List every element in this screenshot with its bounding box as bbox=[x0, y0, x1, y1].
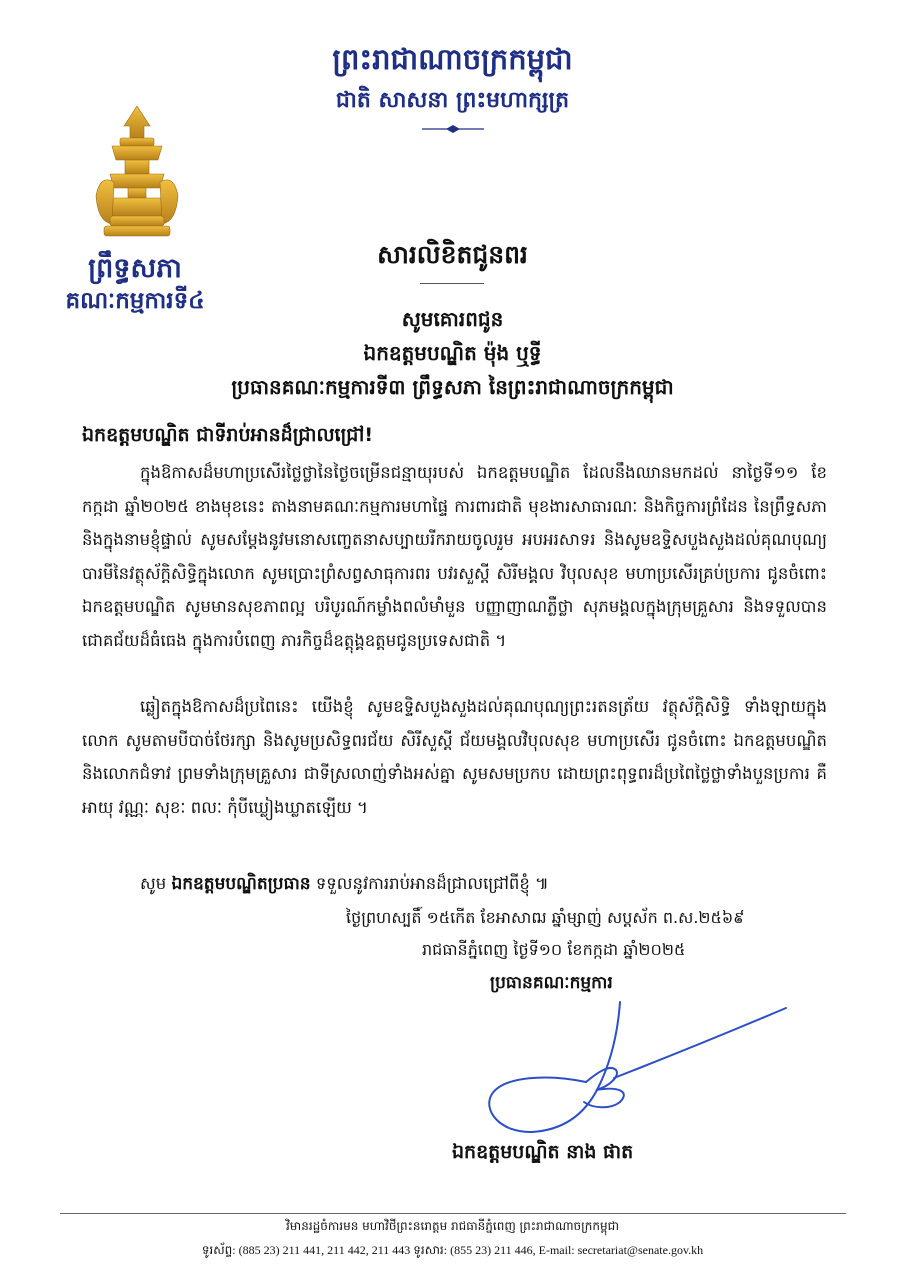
closing-addressee: ឯកឧត្តមបណ្ឌិតប្រធាន bbox=[171, 874, 311, 894]
date-civil: រាជធានីភ្នំពេញ ថ្ងៃទី១០ ខែកក្កដា ឆ្នាំ២០២៥ bbox=[422, 940, 686, 959]
footer-address: វិមានរដ្ឋចំការមន មហាវិថីព្រះនរោត្តម រាជធានីភ្នំពេញ ព្រះរាជាណាចក្រកម្ពុជា bbox=[285, 1219, 619, 1233]
signer-title: ប្រធានគណៈកម្មការ bbox=[490, 973, 613, 993]
institution-name: ព្រឹទ្ធសភា bbox=[88, 253, 182, 284]
body-paragraph-1: ក្នុងឱកាសដ៏មហាប្រសើរថ្លៃថ្លានៃថ្ងៃចម្រើនជន្មាយុរបស់ ឯកឧត្តមបណ្ឌិត ដែលនឹងឈានមកដល់ នាថ្ងៃទី១១ ខែកក្កដា ឆ្នាំ២០២៥ ខាងមុខនេះ តាងនាមគណៈកម្មការមហាផ្ទៃ ការពារជាតិ មុខងារសាធារណៈ និងកិច្ចការព្រំដែន នៃព្រឹទ្ធសភា និងក្នុងនាមខ្ញុំផ្ទាល់ សូមសម្តែងនូវមនោសញ្ចេតនាសប្បាយរីករាយចូលរួម អបអរសាទរ និងសូមឧទ្ទិសបួងសួងដល់គុណបុណ្យបារមីនៃវត្ថុស័ក្តិសិទ្ធិក្នុងលោក សូមប្រោះព្រំសព្វសាធុការពរ បវរសួស្តី សិរីមង្គល វិបុលសុខ មហាប្រសើរគ្រប់ប្រការ ជូនចំពោះ ឯកឧត្តមបណ្ឌិត សូមមានសុខភាពល្អ បរិបូរណ៍កម្លាំងពលំមាំមួន បញ្ញាញាណភ្លឺថ្លា សុភមង្គលក្នុងក្រុមគ្រួសារ និងទទួលបានជោគជ័យដ៏ធំធេង ក្នុងការបំពេញ ភារកិច្ចដ៏ឧត្តុង្គឧត្តមជូនប្រទេសជាតិ ។ bbox=[82, 463, 827, 650]
national-motto: ជាតិ សាសនា ព្រះមហាក្សត្រ bbox=[335, 88, 570, 113]
date-lunar: ថ្ងៃព្រហស្បតិ៍ ១៥កើត ខែអាសាឍ ឆ្នាំម្សាញ់ សប្តស័ក ព.ស.២៥៦៩ bbox=[346, 908, 745, 927]
salutation: ឯកឧត្តមបណ្ឌិត ជាទីរាប់អានដ៏ជ្រាលជ្រៅ! bbox=[82, 424, 374, 446]
signer-name: ឯកឧត្តមបណ្ឌិត នាង ផាត bbox=[452, 1141, 634, 1163]
closing-line bbox=[140, 873, 549, 898]
commission-name: គណៈកម្មការទី៤ bbox=[65, 288, 205, 314]
senate-emblem-icon bbox=[92, 104, 182, 239]
footer-contact: ទូរស័ព្ទ: (885 23) 211 441, 211 442, 211 443 ទូរសារ: (855 23) 211 446, E-mail: secretariat@senate.gov.kh bbox=[201, 1243, 704, 1257]
title-divider bbox=[420, 283, 484, 284]
recipient-intro: សូមគោរពជូន bbox=[401, 307, 504, 331]
closing-prefix: សូម bbox=[140, 874, 167, 893]
footer-divider bbox=[60, 1213, 846, 1214]
closing-suffix: ទទួលនូវការរាប់អានដ៏ជ្រាលជ្រៅពីខ្ញុំ ៕ bbox=[315, 874, 549, 893]
ornament-divider-icon bbox=[422, 124, 484, 134]
recipient-role: ប្រធានគណៈកម្មការទី៣ ព្រឹទ្ធសភា នៃព្រះរាជាណាចក្រកម្ពុជា bbox=[231, 375, 674, 399]
handwritten-signature bbox=[470, 990, 790, 1140]
body-paragraph-2: ឆ្លៀតក្នុងឱកាសដ៏ប្រពៃនេះ យើងខ្ញុំ សូមឧទ្ទិសបួងសួងដល់គុណបុណ្យព្រះរតនត្រ័យ វត្ថុស័ក្តិសិទ្ធិ ទាំងឡាយក្នុងលោក សូមតាមបីបាច់ថែរក្សា និងសូមប្រសិទ្ធពរជ័យ សិរីសួស្តី ជ័យមង្គលវិបុលសុខ មហាប្រសើរ ជូនចំពោះ ឯកឧត្តមបណ្ឌិត និងលោកជំទាវ ព្រមទាំងក្រុមគ្រួសារ ជាទីស្រលាញ់ទាំងអស់គ្នា សូមសមប្រកប ដោយព្រះពុទ្ធពរដ៏ប្រពៃថ្លៃថ្លាទាំងបួនប្រការ គឺអាយុ វណ្ណៈ សុខៈ ពលៈ កុំបីឃ្លៀងឃ្លាតឡើយ ។ bbox=[82, 697, 827, 817]
kingdom-heading: ព្រះរាជាណាចក្រកម្ពុជា bbox=[332, 42, 573, 76]
document-title: សារលិខិតជូនពរ bbox=[377, 240, 528, 269]
recipient-name: ឯកឧត្តមបណ្ឌិត ម៉ុង ឬទ្ធី bbox=[363, 341, 542, 365]
